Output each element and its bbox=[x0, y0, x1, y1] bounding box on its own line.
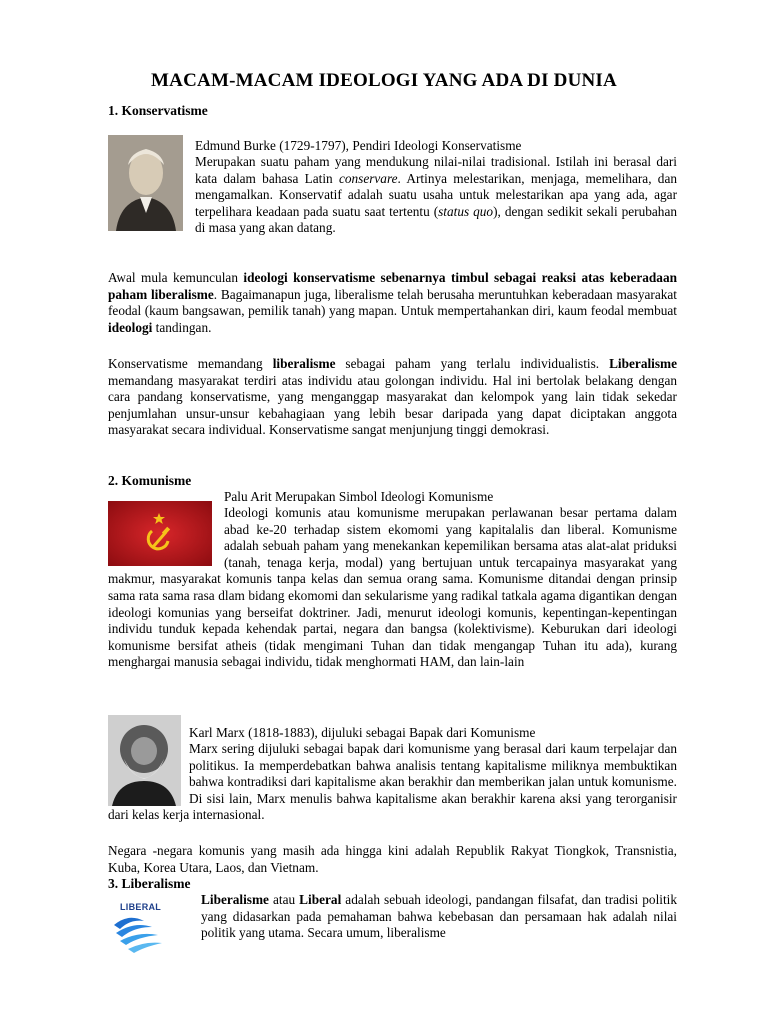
section-heading-komunisme: 2. Komunisme bbox=[108, 473, 192, 488]
liberalisme-paragraph-1: Liberalisme atau Liberal adalah sebuah ideologi, pandangan filsafat, dan tradisi politik yang didasarkan pada pemahaman bahwa kebebasan dan persamaan hak adalah nilai politik yang utama. Secara umum, liberalisme bbox=[201, 892, 677, 941]
komunisme-paragraph-3: Negara -negara komunis yang masih ada hingga kini adalah Republik Rakyat Tiongkok, Transnistia, Kuba, Korea Utara, Laos, dan Vietnam. bbox=[108, 843, 677, 875]
burke-caption: Edmund Burke (1729-1797), Pendiri Ideologi Konservatisme bbox=[195, 138, 522, 153]
konservatisme-paragraph-1: Merupakan suatu paham yang mendukung nilai-nilai tradisional. Istilah ini berasal dari kata dalam bahasa Latin conservare. Artinya melestarikan, menjaga, memelihara, dan mengamalkan. Konservatif adalah suatu usaha untuk melestarikan apa yang ada, agar terpelihara keadaan pada suatu saat tertentu (status quo), dengan sedikit sekali perubahan di masa yang akan datang. bbox=[195, 154, 677, 236]
komunisme-paragraph-2: Marx sering dijuluki sebagai bapak dari komunisme yang berasal dari kaum terpelajar dan politikus. Ia memperdebatkan bahwa analisis tentang kapitalisme miliknya membuktikan bahwa kontradiksi dari kapitalisme akan berakhir dan memberikan jalan untuk komunisme. Di sisi lain, Marx menulis bahwa kapitalisme akan berakhir karena aksi yang terorganisir dari kelas kerja internasional. bbox=[108, 741, 677, 823]
page-title: MACAM-MACAM IDEOLOGI YANG ADA DI DUNIA bbox=[151, 70, 617, 91]
section-heading-konservatisme: 1. Konservatisme bbox=[108, 103, 208, 118]
liberal-logo-text: LIBERAL bbox=[120, 902, 162, 912]
komunisme-paragraph-1: Ideologi komunis atau komunisme merupakan perlawanan besar pertama dalam abad ke-20 terhadap sistem ekomomi yang kapitalalis dan liberal. Komunisme adalah sebuah paham yang menekankan kepemilikan bersama atas alat-alat priduksi (tanah, tenaga kerja, modal) yang bertujuan untuk tercapainya masyarakat yang makmur, masyarakat komunis tanpa kelas dan semua orang sama. Komunisme ditandai dengan prinsip sama rata sama rasa dlam bidang ekomomi dan sekularisme yang radikal tatkala agama digantikan dengan ideologi komunias yang berseifat doktriner. Jadi, menurut ideologi komunis, kepentingan-kepentingan individu tunduk kepada kehendak partai, negara dan bangsa (kolektivisme). Keburukan dari ideologi komunisme bersifat atheis (tidak mengimani Tuhan dan tidak mengangap Tuhan itu ada), kurang menghargai manusia sebagai individu, tidak menghormati HAM, dan lain-lain bbox=[108, 505, 677, 670]
konservatisme-paragraph-3: Konservatisme memandang liberalisme sebagai paham yang terlalu individualistis. Liberalisme memandang masyarakat terdiri atas individu atau golongan individu. Hal ini bertolak belakang dengan cara pandang konservatisme, yang menganggap masyarakat dan kelompok yang lain tidak sekedar penjumlahan unsur-unsur kebahagiaan yang lebih besar daripada yang dapat diciptakan anggota masyarakat secara individual. Konservatisme sangat menjunjung tinggi demokrasi. bbox=[108, 356, 678, 438]
marx-caption: Karl Marx (1818-1883), dijuluki sebagai Bapak dari Komunisme bbox=[189, 725, 536, 740]
konservatisme-paragraph-2: Awal mula kemunculan ideologi konservatisme sebenarnya timbul sebagai reaksi atas keberadaan paham liberalisme. Bagaimanapun juga, liberalisme telah berusaha meruntuhkan keberadaan masyarakat feodal (kaum bangsawan, pemilik tanah) yang mapan. Untuk mempertahankan diri, kaum feodal membuat ideologi tandingan. bbox=[108, 270, 678, 335]
flag-caption: Palu Arit Merupakan Simbol Ideologi Komunisme bbox=[224, 489, 494, 504]
liberal-logo bbox=[108, 895, 183, 955]
section-heading-liberalisme: 3. Liberalisme bbox=[108, 876, 191, 891]
